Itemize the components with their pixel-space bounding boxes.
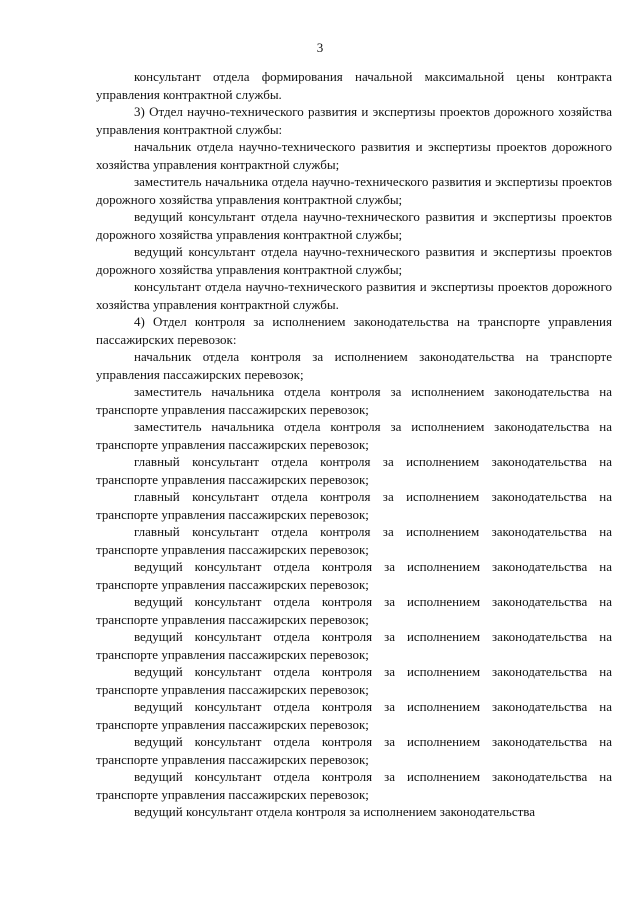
section-heading: 4) Отдел контроля за исполнением законодательства на транспорте управления пассажирских перевозок:: [96, 314, 612, 347]
paragraph: заместитель начальника отдела контроля за исполнением законодательства на транспорте управления пассажирских перевозок;: [96, 419, 612, 452]
paragraph: начальник отдела научно-технического развития и экспертизы проектов дорожного хозяйства управления контрактной службы;: [96, 139, 612, 172]
paragraph: консультант отдела научно-технического развития и экспертизы проектов дорожного хозяйства управления контрактной службы.: [96, 279, 612, 312]
paragraph: ведущий консультант отдела контроля за исполнением законодательства на транспорте управления пассажирских перевозок;: [96, 594, 612, 627]
section-heading: 3) Отдел научно-технического развития и экспертизы проектов дорожного хозяйства управления контрактной службы:: [96, 104, 612, 137]
paragraph: ведущий консультант отдела научно-технического развития и экспертизы проектов дорожного хозяйства управления контрактной службы;: [96, 244, 612, 277]
paragraph: ведущий консультант отдела контроля за исполнением законодательства на транспорте управления пассажирских перевозок;: [96, 559, 612, 592]
paragraph: ведущий консультант отдела контроля за исполнением законодательства на транспорте управления пассажирских перевозок;: [96, 699, 612, 732]
paragraph: заместитель начальника отдела научно-технического развития и экспертизы проектов дорожного хозяйства управления контрактной службы;: [96, 174, 612, 207]
paragraph: ведущий консультант отдела контроля за исполнением законодательства на транспорте управления пассажирских перевозок;: [96, 769, 612, 802]
paragraph: ведущий консультант отдела контроля за исполнением законодательства: [134, 804, 536, 819]
paragraph: ведущий консультант отдела научно-технического развития и экспертизы проектов дорожного хозяйства управления контрактной службы;: [96, 209, 612, 242]
paragraph: главный консультант отдела контроля за исполнением законодательства на транспорте управления пассажирских перевозок;: [96, 524, 612, 557]
paragraph: ведущий консультант отдела контроля за исполнением законодательства на транспорте управления пассажирских перевозок;: [96, 734, 612, 767]
page-number: 3: [316, 40, 324, 55]
paragraph: главный консультант отдела контроля за исполнением законодательства на транспорте управления пассажирских перевозок;: [96, 454, 612, 487]
paragraph: ведущий консультант отдела контроля за исполнением законодательства на транспорте управления пассажирских перевозок;: [96, 664, 612, 697]
paragraph: начальник отдела контроля за исполнением законодательства на транспорте управления пассажирских перевозок;: [96, 349, 612, 382]
paragraph: консультант отдела формирования начальной максимальной цены контракта управления контрактной службы.: [96, 69, 612, 102]
paragraph: главный консультант отдела контроля за исполнением законодательства на транспорте управления пассажирских перевозок;: [96, 489, 612, 522]
document-body: [96, 68, 612, 821]
paragraph: ведущий консультант отдела контроля за исполнением законодательства на транспорте управления пассажирских перевозок;: [96, 629, 612, 662]
paragraph: заместитель начальника отдела контроля за исполнением законодательства на транспорте управления пассажирских перевозок;: [96, 384, 612, 417]
